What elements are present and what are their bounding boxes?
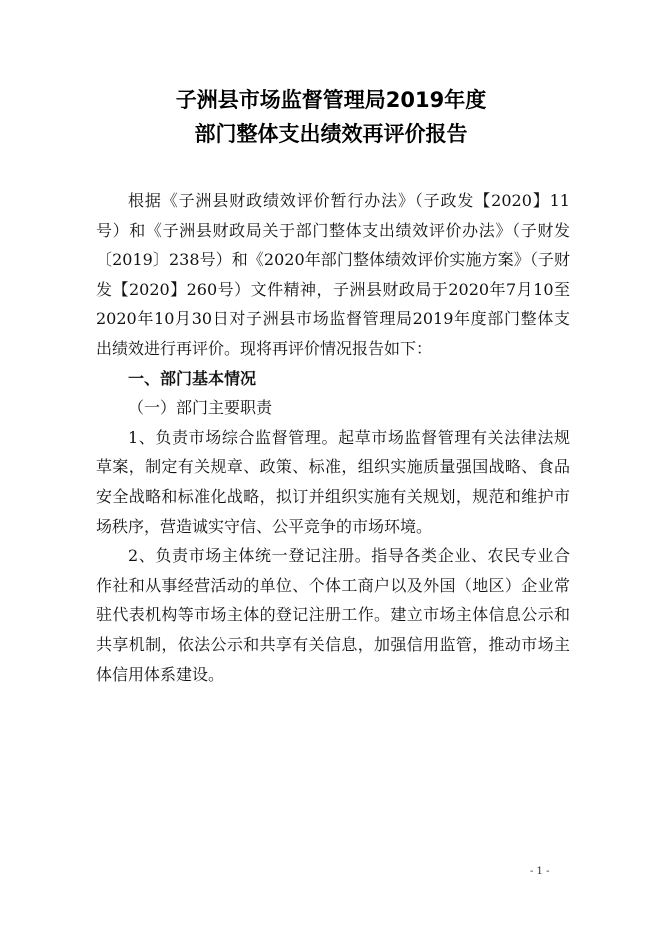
report-title-line-1: 子洲县市场监督管理局2019年度: [175, 88, 487, 112]
report-body: [96, 186, 570, 689]
duty-paragraph-1: 1、负责市场综合监督管理。起草市场监督管理有关法律法规草案，制定有关规章、政策、标准，组织实施质量强国战略、食品安全战略和标准化战略，拟订并组织实施有关规划，规范和维护市场秩序，营造诚实守信、公平竞争的市场环境。: [96, 427, 570, 536]
page-number: - 1 -: [530, 866, 550, 877]
subsection-heading: （一）部门主要职责: [128, 398, 273, 418]
duty-paragraph-2: 2、负责市场主体统一登记注册。指导各类企业、农民专业合作社和从事经营活动的单位、个体工商户以及外国（地区）企业常驻代表机构等市场主体的登记注册工作。建立市场主体信息公示和共享机制，依法公示和共享有关信息，加强信用监管，推动市场主体信用体系建设。: [96, 546, 570, 684]
report-title-line-2: 部门整体支出绩效再评价报告: [194, 122, 468, 146]
section-heading: 一、部门基本情况: [128, 368, 257, 388]
intro-paragraph: 根据《子洲县财政绩效评价暂行办法》（子政发【2020】11号）和《子洲县财政局关于部门整体支出绩效评价办法》（子财发〔2019〕238号）和《2020年部门整体绩效评价实施方案》（子财发【2020】260号）文件精神，子洲县财政局于2020年7月10至2020年10月30日对子洲县市场监督管理局2019年度部门整体支出绩效进行再评价。现将再评价情况报告如下：: [96, 191, 570, 358]
